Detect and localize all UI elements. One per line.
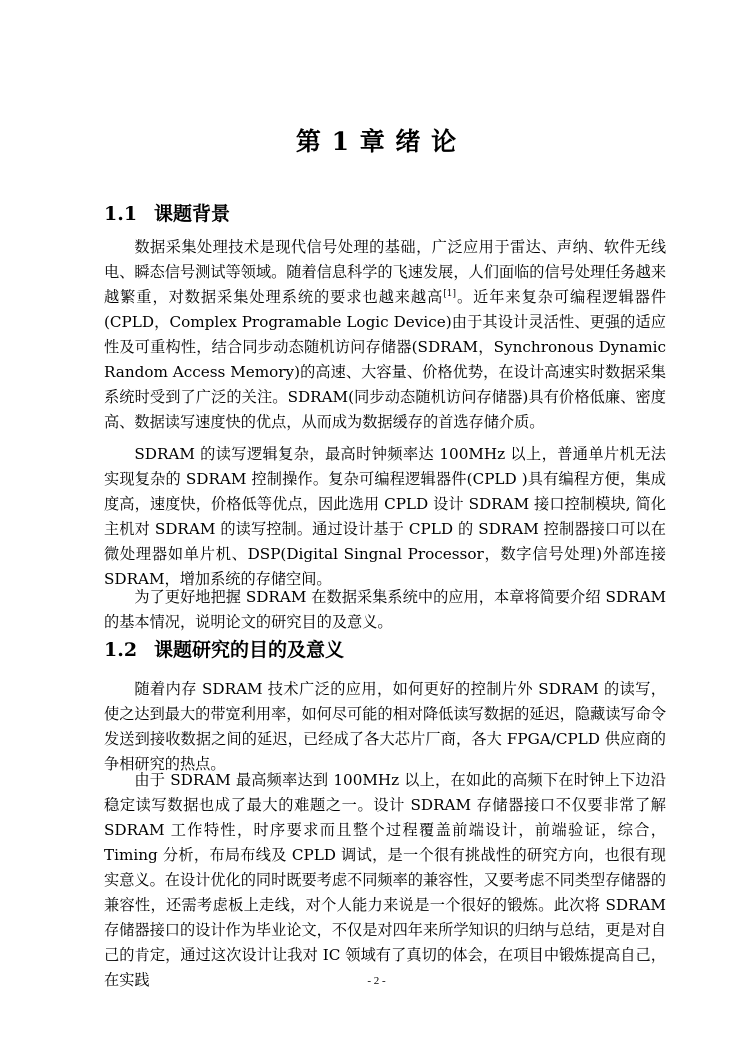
paragraph-text-continued: 。近年来复杂可编程逻辑器件(CPLD，Complex Programable Logic Device)由于其设计灵活性、更强的适应性及可重构性，结合同步动态随机访问存储器(SDRAM，Synchronous Dynamic Random Access Memory)的高速、大容量、价格优势，在设计高速实时数据采集系统时受到了广泛的关注。SDRAM(同步动态随机访问存储器)具有价格低廉、密度高、数据读写速度快的优点，从而成为数据缓存的首选存储介质。 bbox=[104, 288, 667, 431]
page-number: - 2 - bbox=[367, 975, 386, 987]
section-title: 课题研究的目的及意义 bbox=[154, 639, 345, 661]
section-title: 课题背景 bbox=[154, 203, 231, 225]
section-heading-1-2 bbox=[104, 636, 664, 664]
section-heading-1-1 bbox=[104, 200, 664, 228]
citation: [1] bbox=[443, 288, 456, 299]
paragraph: 为了更好地把握 SDRAM 在数据采集系统中的应用，本章将简要介绍 SDRAM 的基本情况，说明论文的研究目的及意义。 bbox=[104, 588, 666, 631]
section-number: 1.1 bbox=[104, 203, 138, 225]
paragraph-text: 数据采集处理技术是现代信号处理的基础，广泛应用于雷达、声纳、软件无线电、瞬态信号测试等领域。随着信息科学的飞速发展，人们面临的信号处理任务越来越繁重，对数据采集处理系统的要求也越来越高 bbox=[104, 238, 666, 306]
paragraph: 由于 SDRAM 最高频率达到 100MHz 以上，在如此的高频下在时钟上下边沿稳定读写数据也成了最大的难题之一。设计 SDRAM 存储器接口不仅要非常了解 SDRAM 工作特性，时序要求而且整个过程覆盖前端设计，前端验证，综合，Timing 分析，布局布线及 CPLD 调试，是一个很有挑战性的研究方向，也很有现实意义。在设计优化的同时既要考虑不同频率的兼容性，又要考虑不同类型存储器的兼容性，还需考虑板上走线，对个人能力来说是一个很好的锻炼。此次将 SDRAM 存储器接口的设计作为毕业论文，不仅是对四年来所学知识的归纳与总结，更是对自己的肯定，通过这次设计让我对 IC 领域有了真切的体会，在项目中锻炼提高自己，在实践 bbox=[104, 771, 666, 989]
chapter-title: 第 1 章 绪 论 bbox=[295, 127, 458, 156]
paragraph: 随着内存 SDRAM 技术广泛的应用，如何更好的控制片外 SDRAM 的读写，使之达到最大的带宽利用率，如何尽可能的相对降低读写数据的延迟，隐藏读写命令发送到接收数据之间的延迟，已经成了各大芯片厂商，各大 FPGA/CPLD 供应商的争相研究的热点。 bbox=[104, 680, 666, 773]
paragraph: SDRAM 的读写逻辑复杂，最高时钟频率达 100MHz 以上，普通单片机无法实现复杂的 SDRAM 控制操作。复杂可编程逻辑器件(CPLD )具有编程方便，集成度高，速度快，价格低等优点，因此选用 CPLD 设计 SDRAM 接口控制模块, 简化主机对 SDRAM 的读写控制。通过设计基于 CPLD 的 SDRAM 控制器接口可以在微处理器如单片机、DSP(Digital Singnal Processor，数字信号处理)外部连接 SDRAM，增加系统的存储空间。 bbox=[104, 445, 666, 588]
section-number: 1.2 bbox=[104, 639, 138, 661]
paragraph bbox=[104, 235, 666, 435]
